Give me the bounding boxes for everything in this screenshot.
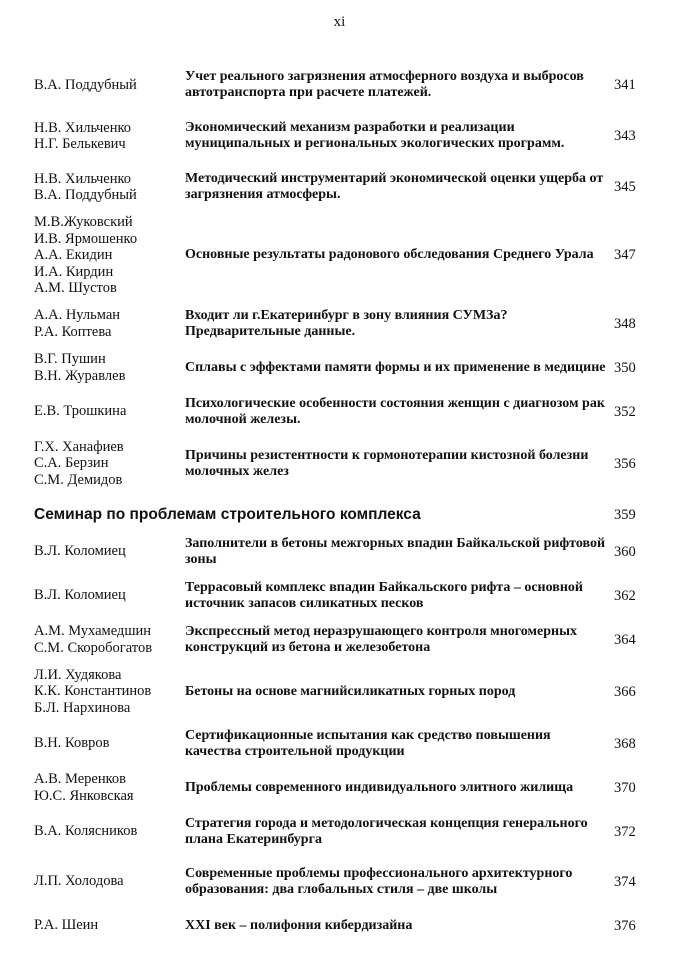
entry-title: Экономический механизм разработки и реализации муниципальных и региональных экологических программ. [185, 120, 565, 151]
section-title: Семинар по проблемам строительного комплекса [34, 505, 421, 523]
author-name: И.А. Кирдин [34, 263, 114, 280]
toc-entry [0, 771, 679, 805]
entry-title: Входит ли г.Екатеринбург в зону влияния СУМЗа? Предварительные данные. [185, 307, 508, 339]
entry-authors [0, 587, 182, 604]
entry-page-number: 372 [614, 823, 636, 840]
entry-authors [0, 77, 182, 94]
toc-entry [0, 623, 679, 657]
entry-authors [0, 623, 182, 656]
entry-title: Проблемы современного индивидуального элитного жилища [185, 779, 574, 795]
author-name: В.Н. Журавлев [34, 367, 126, 384]
entry-title: Основные результаты радонового обследования Среднего Урала [185, 247, 594, 263]
author-name: В.Г. Пушин [34, 351, 106, 367]
entry-authors [0, 917, 182, 934]
entry-title: Современные проблемы профессионального архитектурного образования: два глобальных стиля – две школы [185, 865, 573, 897]
author-name: Ю.С. Янковская [34, 787, 134, 804]
author-name: Г.Х. Ханафиев [34, 438, 124, 455]
author-name: В.Л. Коломиец [34, 587, 126, 604]
entry-page-number: 364 [614, 631, 636, 648]
author-name: М.В.Жуковский [34, 214, 133, 230]
author-name: С.М. Демидов [34, 471, 123, 488]
toc-entry [0, 727, 679, 761]
author-name: А.В. Меренков [34, 771, 127, 787]
entry-authors [0, 439, 182, 489]
toc-entry [0, 535, 679, 569]
entry-title: Террасовый комплекс впадин Байкальского рифта – основной источник запасов силикатных песков [185, 579, 583, 611]
entry-authors [0, 823, 182, 840]
entry-authors [0, 307, 182, 340]
toc-entry [0, 68, 679, 102]
table-of-contents [0, 68, 679, 937]
entry-title: Психологические особенности состояния женщин с диагнозом рак молочной железы. [185, 395, 605, 427]
entry-page-number: 347 [614, 247, 636, 264]
entry-page-number: 376 [614, 917, 636, 934]
entry-title: Причины резистентности к гормонотерапии кистозной болезни молочных желез [185, 447, 589, 479]
entry-authors [0, 543, 182, 560]
author-name: И.В. Ярмошенко [34, 230, 138, 247]
entry-page-number: 352 [614, 403, 636, 420]
author-name: Н.В. Хильченко [34, 119, 132, 136]
author-name: В.Л. Коломиец [34, 543, 126, 560]
author-name: Л.П. Холодова [34, 873, 124, 890]
author-name: В.А. Колясников [34, 823, 138, 840]
author-name: А.М. Шустов [34, 280, 117, 296]
toc-entry [0, 667, 679, 717]
entry-title: Заполнители в бетоны межгорных впадин Байкальской рифтовой зоны [185, 535, 606, 567]
toc-entry [0, 214, 679, 297]
author-name: В.А. Поддубный [34, 76, 137, 93]
entry-page-number: 368 [614, 735, 636, 752]
entry-page-number: 345 [614, 179, 636, 195]
entry-authors [0, 667, 182, 717]
toc-entry [0, 351, 679, 385]
author-name: К.К. Константинов [34, 683, 152, 700]
entry-title: Сплавы с эффектами памяти формы и их применение в медицине [185, 359, 606, 375]
author-name: В.А. Поддубный [34, 187, 137, 203]
entry-authors [0, 351, 182, 384]
toc-entry [0, 857, 679, 907]
toc-entry [0, 579, 679, 613]
author-name: Р.А. Коптева [34, 323, 112, 340]
entry-page-number: 366 [614, 683, 636, 700]
entry-authors [0, 873, 182, 890]
author-name: А.А. Екидин [34, 247, 113, 263]
toc-entry [0, 395, 679, 429]
entry-page-number: 362 [614, 587, 636, 604]
author-name: Н.Г. Белькевич [34, 136, 126, 152]
entry-page-number: 356 [614, 455, 636, 472]
page-number: xi [333, 14, 346, 30]
author-name: А.М. Мухамедшин [34, 623, 151, 639]
entry-authors [0, 171, 182, 204]
author-name: Л.И. Худякова [34, 666, 122, 683]
toc-entry [0, 307, 679, 341]
toc-entry [0, 170, 679, 204]
author-name: С.А. Берзин [34, 455, 109, 472]
entry-authors [0, 735, 182, 752]
author-name: С.М. Скоробогатов [34, 639, 153, 656]
entry-title: Методический инструментарий экономической оценки ущерба от загрязнения атмосферы. [185, 171, 604, 202]
entries-group-environment [0, 68, 679, 489]
section-page-number: 359 [614, 506, 636, 523]
entry-authors [0, 120, 182, 153]
author-name: А.А. Нульман [34, 307, 121, 323]
entry-authors [0, 771, 182, 804]
entry-title: XXI век – полифония кибердизайна [185, 917, 413, 933]
entry-page-number: 374 [614, 873, 636, 890]
entry-page-number: 350 [614, 359, 636, 376]
author-name: Р.А. Шеин [34, 917, 99, 934]
entry-authors [0, 403, 182, 420]
toc-entry [0, 815, 679, 849]
entry-title: Бетоны на основе магнийсиликатных горных пород [185, 683, 516, 699]
author-name: В.Н. Ковров [34, 735, 110, 752]
toc-entry [0, 915, 679, 937]
entry-title: Сертификационные испытания как средство повышения качества строительной продукции [185, 727, 551, 759]
entry-page-number: 341 [614, 77, 636, 93]
entry-page-number: 343 [614, 128, 636, 144]
entry-page-number: 370 [614, 779, 636, 796]
toc-entry [0, 439, 679, 489]
entry-page-number: 360 [614, 543, 636, 560]
entry-page-number: 348 [614, 315, 636, 332]
entries-group-construction [0, 535, 679, 937]
author-name: Н.В. Хильченко [34, 170, 132, 187]
entry-title: Стратегия города и методологическая концепция генерального плана Екатеринбурга [185, 815, 588, 847]
author-name: Б.Л. Нархинова [34, 699, 131, 716]
entry-title: Экспрессный метод неразрушающего контроля многомерных конструкций из бетона и железобетона [185, 623, 578, 655]
section-heading [0, 501, 679, 529]
entry-title: Учет реального загрязнения атмосферного воздуха и выбросов автотранспорта при расчете платежей. [185, 69, 584, 100]
author-name: Е.В. Трошкина [34, 403, 127, 420]
toc-entry [0, 112, 679, 160]
entry-authors [0, 214, 182, 297]
